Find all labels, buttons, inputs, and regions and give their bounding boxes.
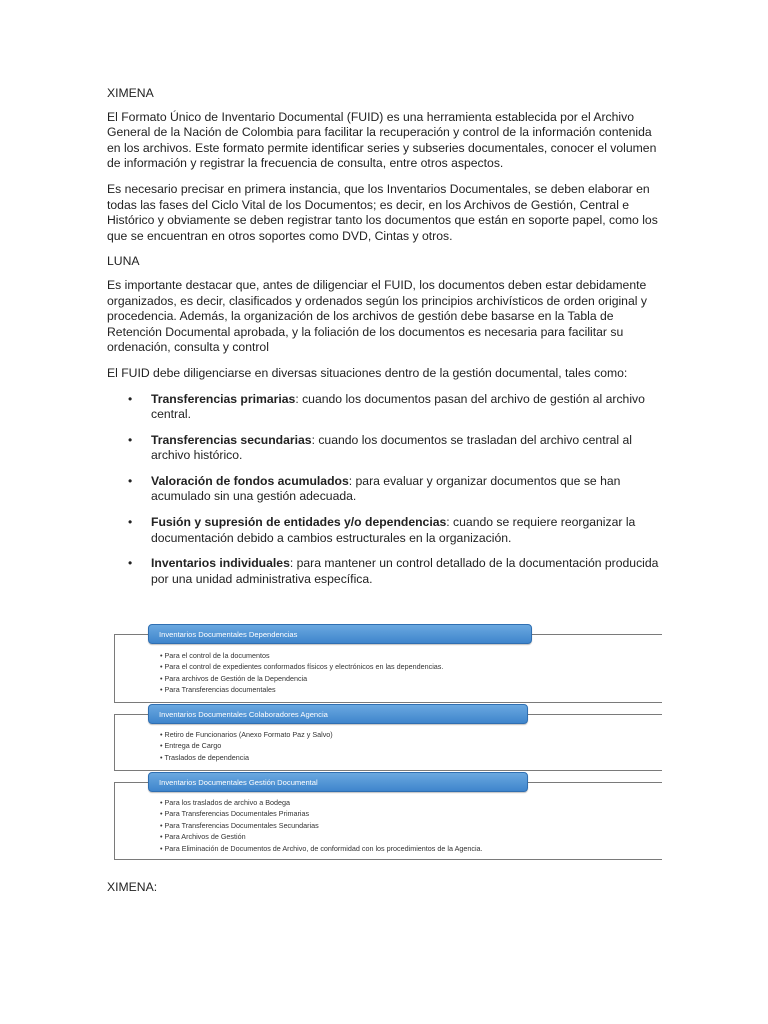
- group-title-dependencias: Inventarios Documentales Dependencias: [148, 624, 532, 644]
- connector-line: [114, 714, 148, 715]
- heading-ximena-closing: XIMENA:: [107, 880, 158, 894]
- frame-line: [114, 770, 662, 771]
- bullet-icon: •: [128, 515, 133, 530]
- list-item: • Para Transferencias Documentales Secundarias: [160, 820, 483, 831]
- group-items-colaboradores: [160, 729, 333, 763]
- list-item: • Para Eliminación de Documentos de Archivo, de conformidad con los procedimientos de la Agencia.: [160, 843, 483, 854]
- inventory-types-diagram: [114, 622, 662, 862]
- frame-line: [114, 859, 662, 860]
- list-item: • Inventarios individuales: para mantener un control detallado de la documentación producida por una unidad administrativa específica.: [128, 556, 659, 586]
- group-items-gestion-documental: [160, 797, 483, 854]
- list-item: • Traslados de dependencia: [160, 752, 333, 763]
- connector-line: [532, 634, 662, 635]
- paragraph-situations-intro: El FUID debe diligenciarse en diversas situaciones dentro de la gestión documental, tales como:: [107, 365, 628, 380]
- heading-ximena: XIMENA: [107, 86, 154, 100]
- paragraph-organization: Es importante destacar que, antes de diligenciar el FUID, los documentos deben estar debidamente organizados, es decir, clasificados y ordenados según los principios archivísticos de orden original y procedencia. Además, la organización de los archivos de gestión debe basarse en la Tabla de Retención Documental aprobada, y la foliación de los documentos es necesaria para facilitar su ordenación, consulta y control: [107, 277, 647, 355]
- bullet-icon: •: [128, 432, 133, 447]
- frame-line: [114, 634, 115, 702]
- list-item: • Para el control de la documentos: [160, 650, 443, 661]
- paragraph-inventory-phases: Es necesario precisar en primera instancia, que los Inventarios Documentales, se deben elaborar en todas las fases del Ciclo Vital de los Documentos; es decir, en los Archivos de Gestión, Central e Histórico y obviamente se deben registrar tanto los documentos que están en soporte papel, como los que se encuentran en otros soportes como DVD, Cintas y otros.: [107, 181, 658, 243]
- group-items-dependencias: [160, 650, 443, 696]
- list-item: • Transferencias secundarias: cuando los documentos se trasladan del archivo central al archivo histórico.: [128, 432, 633, 463]
- list-item: • Entrega de Cargo: [160, 740, 333, 751]
- bullet-icon: •: [128, 556, 133, 571]
- connector-line: [528, 714, 662, 715]
- paragraph-fuid-definition: El Formato Único de Inventario Documental (FUID) es una herramienta establecida por el Archivo General de la Nación de Colombia para facilitar la recuperación y control de la información contenida en los archivos. Este formato permite identificar series y subseries documentales, conocer el volumen de información y registrar la frecuencia de consulta, entre otros aspectos.: [107, 109, 657, 171]
- frame-line: [114, 714, 115, 770]
- group-title-colaboradores: Inventarios Documentales Colaboradores Agencia: [148, 704, 528, 724]
- list-item: • Para Archivos de Gestión: [160, 831, 483, 842]
- list-item: • Transferencias primarias: cuando los documentos pasan del archivo de gestión al archivo central.: [128, 391, 645, 422]
- frame-line: [114, 702, 662, 703]
- list-item: • Retiro de Funcionarios (Anexo Formato Paz y Salvo): [160, 729, 333, 740]
- situations-list: [107, 392, 662, 588]
- bullet-icon: •: [128, 473, 133, 488]
- group-title-gestion-documental: Inventarios Documentales Gestión Documental: [148, 772, 528, 792]
- connector-line: [114, 782, 148, 783]
- connector-line: [114, 634, 148, 635]
- list-item: • Para el control de expedientes conformados físicos y electrónicos en las dependencias.: [160, 661, 443, 672]
- frame-line: [114, 782, 115, 859]
- list-item: • Para los traslados de archivo a Bodega: [160, 797, 483, 808]
- list-item: • Para Transferencias documentales: [160, 684, 443, 695]
- heading-luna: LUNA: [107, 254, 140, 269]
- connector-line: [528, 782, 662, 783]
- bullet-icon: •: [128, 391, 133, 406]
- list-item: • Para Transferencias Documentales Primarias: [160, 808, 483, 819]
- list-item: • Valoración de fondos acumulados: para evaluar y organizar documentos que se han acumulado sin una gestión adecuada.: [128, 473, 621, 504]
- list-item: • Fusión y supresión de entidades y/o dependencias: cuando se requiere reorganizar la documentación debido a cambios estructurales en la organización.: [128, 515, 636, 545]
- list-item: • Para archivos de Gestión de la Dependencia: [160, 673, 443, 684]
- document-body: [107, 86, 662, 597]
